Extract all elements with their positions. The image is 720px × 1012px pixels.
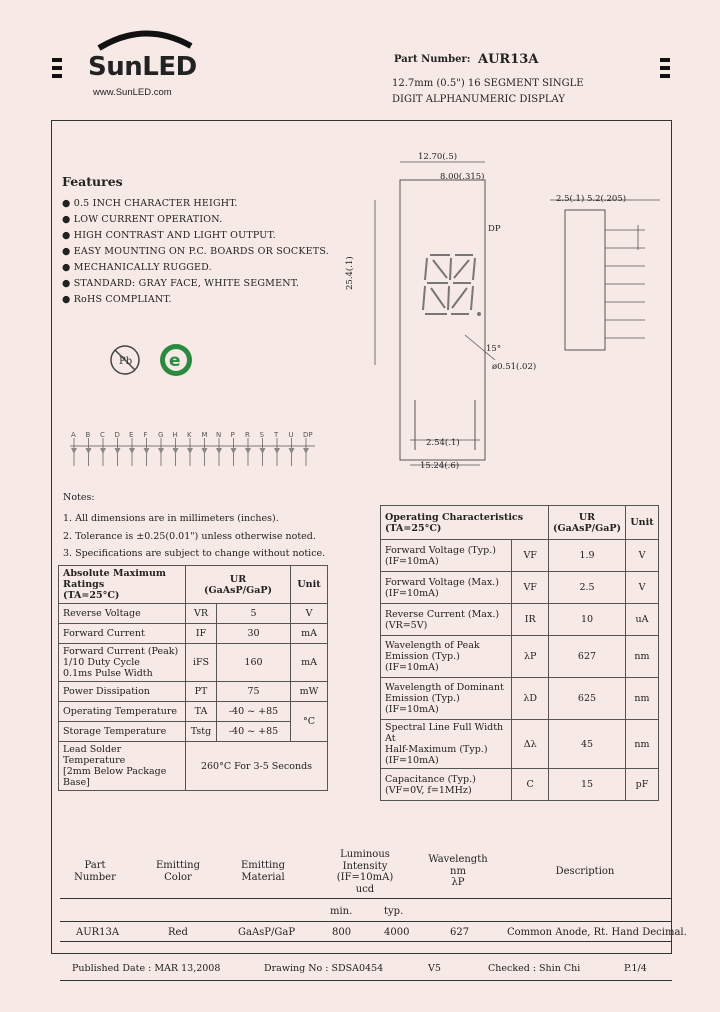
sel-head-wavelength: Wavelength nm λP <box>428 854 488 888</box>
value: 75 <box>217 682 291 702</box>
footer-line <box>60 980 672 981</box>
diode-icon <box>303 448 309 454</box>
margin-mark <box>52 66 62 70</box>
abs-max-row <box>59 624 328 644</box>
param: Forward Voltage (Max.) (IF=10mA) <box>381 572 512 604</box>
divider <box>60 898 672 899</box>
value: 30 <box>217 624 291 644</box>
diode-icon <box>231 448 237 454</box>
unit: V <box>291 604 328 624</box>
pin-label: DP <box>303 431 313 439</box>
value: 260°C For 3-5 Seconds <box>186 742 328 791</box>
op-char-row <box>381 540 659 572</box>
pin-label: U <box>288 431 294 439</box>
logo-arc-icon <box>95 26 195 52</box>
value: 627 <box>548 636 625 678</box>
pin-label: P <box>230 431 235 439</box>
symbol: λP <box>512 636 549 678</box>
pin-label: R <box>245 431 250 439</box>
op-char-row <box>381 604 659 636</box>
sel-color: Red <box>168 927 188 938</box>
sel-wavelength: 627 <box>450 927 470 938</box>
op-char-col-head: UR (GaAsP/GaP) <box>548 506 625 540</box>
abs-max-title: Absolute Maximum Ratings (TA=25°C) <box>59 566 186 604</box>
param: Reverse Voltage <box>59 604 186 624</box>
feature-item: ● HIGH CONTRAST AND LIGHT OUTPUT. <box>62 230 276 241</box>
diode-icon <box>158 448 164 454</box>
svg-text:e: e <box>169 351 181 371</box>
symbol: iFS <box>186 644 217 682</box>
value: 160 <box>217 644 291 682</box>
rohs-icon <box>158 342 194 378</box>
symbol: IF <box>186 624 217 644</box>
sel-head-description: Description <box>555 866 615 877</box>
abs-max-table <box>58 565 328 791</box>
sel-head-typ: typ. <box>384 906 404 917</box>
margin-mark <box>52 74 62 78</box>
part-number-label: Part Number: <box>394 54 471 65</box>
pb-free-icon <box>108 343 142 377</box>
pin-schematic <box>60 428 320 476</box>
feature-item: ● LOW CURRENT OPERATION. <box>62 214 223 225</box>
logo-text: SunLED <box>88 52 197 82</box>
feature-item: ● RoHS COMPLIANT. <box>62 294 172 305</box>
diode-icon <box>173 448 179 454</box>
op-char-row <box>381 720 659 769</box>
unit: nm <box>626 636 659 678</box>
abs-max-row <box>59 644 328 682</box>
side-view-drawing <box>550 190 670 360</box>
sel-part: AUR13A <box>76 927 120 938</box>
pin-label: C <box>100 431 105 439</box>
abs-max-unit-head: Unit <box>291 566 328 604</box>
margin-mark <box>660 58 670 62</box>
diode-icon <box>86 448 92 454</box>
diode-icon <box>144 448 150 454</box>
dim-side: 2.5(.1) 5.2(.205) <box>556 194 627 204</box>
unit: nm <box>626 720 659 769</box>
diode-icon <box>71 448 77 454</box>
dim-pitch: 2.54(.1) <box>426 438 460 448</box>
feature-item: ● MECHANICALLY RUGGED. <box>62 262 212 273</box>
footer-version: V5 <box>428 963 441 974</box>
value: -40 ~ +85 <box>217 702 291 722</box>
sel-material: GaAsP/GaP <box>238 927 296 938</box>
feature-item: ● STANDARD: GRAY FACE, WHITE SEGMENT. <box>62 278 300 289</box>
unit: nm <box>626 678 659 720</box>
sel-head-material: Emitting Material <box>240 860 286 883</box>
pin-label: F <box>143 431 148 439</box>
pin-label: S <box>259 431 264 439</box>
unit: V <box>626 572 659 604</box>
symbol: VF <box>512 572 549 604</box>
feature-item: ● EASY MOUNTING ON P.C. BOARDS OR SOCKETS. <box>62 246 329 257</box>
op-char-row <box>381 678 659 720</box>
abs-max-row <box>59 742 328 791</box>
unit: °C <box>291 702 328 742</box>
unit: V <box>626 540 659 572</box>
features-list <box>62 198 329 305</box>
sel-description: Common Anode, Rt. Hand Decimal. <box>507 927 687 938</box>
value: 45 <box>548 720 625 769</box>
label-dp: DP <box>488 224 501 234</box>
unit: mW <box>291 682 328 702</box>
divider <box>60 921 672 922</box>
abs-max-row <box>59 722 328 742</box>
sel-head-part: Part Number <box>74 860 116 883</box>
param: Wavelength of Dominant Emission (Typ.) (IF=10mA) <box>381 678 512 720</box>
margin-mark <box>52 58 62 62</box>
symbol: IR <box>512 604 549 636</box>
value: 1.9 <box>548 540 625 572</box>
footer-checked: Checked : Shin Chi <box>488 963 581 974</box>
symbol: Tstg <box>186 722 217 742</box>
unit: mA <box>291 624 328 644</box>
param: Forward Current (Peak) 1/10 Duty Cycle 0.1ms Pulse Width <box>59 644 186 682</box>
pin-label: G <box>158 431 164 439</box>
subtitle-line1: 12.7mm (0.5") 16 SEGMENT SINGLE <box>392 78 584 89</box>
value: 10 <box>548 604 625 636</box>
dim-top: 8.00(.315) <box>440 172 485 182</box>
notes-title: Notes: <box>63 492 95 503</box>
website: www.SunLED.com <box>93 87 172 98</box>
pin-label: E <box>129 431 134 439</box>
pin-label: N <box>216 431 222 439</box>
footer-drawing: Drawing No : SDSA0454 <box>264 963 384 974</box>
margin-mark <box>660 74 670 78</box>
param: Operating Temperature <box>59 702 186 722</box>
param: Forward Voltage (Typ.) (IF=10mA) <box>381 540 512 572</box>
unit: mA <box>291 644 328 682</box>
notes-list <box>63 510 325 563</box>
dim-pin-dia: ø0.51(.02) <box>492 362 537 372</box>
footer-published: Published Date : MAR 13,2008 <box>72 963 221 974</box>
dim-pins: 15.24(.6) <box>420 461 460 471</box>
pin-label: K <box>187 431 192 439</box>
sel-typ: 4000 <box>384 927 410 938</box>
margin-mark <box>660 66 670 70</box>
param: Lead Solder Temperature [2mm Below Package Base] <box>59 742 186 791</box>
param: Storage Temperature <box>59 722 186 742</box>
pin-label: H <box>172 431 178 439</box>
feature-item: ● 0.5 INCH CHARACTER HEIGHT. <box>62 198 238 209</box>
op-char-row <box>381 572 659 604</box>
subtitle-line2: DIGIT ALPHANUMERIC DISPLAY <box>392 94 565 105</box>
pin-label: D <box>114 431 120 439</box>
features <box>62 174 329 310</box>
param: Spectral Line Full Width At Half-Maximum (Typ.) (IF=10mA) <box>381 720 512 769</box>
symbol: Δλ <box>512 720 549 769</box>
value: 15 <box>548 769 625 801</box>
diode-icon <box>202 448 208 454</box>
pin-label: M <box>201 431 208 439</box>
diode-icon <box>100 448 106 454</box>
symbol: PT <box>186 682 217 702</box>
op-char-title: Operating Characteristics (TA=25°C) <box>381 506 549 540</box>
sel-head-color: Emitting Color <box>155 860 201 883</box>
symbol: λD <box>512 678 549 720</box>
abs-max-col-head: UR (GaAsP/GaP) <box>186 566 291 604</box>
param: Forward Current <box>59 624 186 644</box>
symbol: VF <box>512 540 549 572</box>
pin-label: B <box>85 431 91 439</box>
op-char-row <box>381 636 659 678</box>
sel-head-min: min. <box>330 906 353 917</box>
diode-icon <box>216 448 222 454</box>
diode-icon <box>274 448 280 454</box>
pin-label: T <box>274 431 279 439</box>
diode-icon <box>260 448 266 454</box>
front-view-drawing <box>355 150 525 480</box>
label-15: 15° <box>486 344 502 354</box>
diode-icon <box>289 448 295 454</box>
diode-icon <box>187 448 193 454</box>
param: Capacitance (Typ.) (VF=0V, f=1MHz) <box>381 769 512 801</box>
footer-page: P.1/4 <box>624 963 647 974</box>
abs-max-row <box>59 604 328 624</box>
features-title: Features <box>62 174 123 189</box>
pin-label: A <box>71 431 76 439</box>
unit: uA <box>626 604 659 636</box>
dim-width: 12.70(.5) <box>418 152 458 162</box>
op-char-row <box>381 769 659 801</box>
op-char-table <box>380 505 659 801</box>
param: Reverse Current (Max.) (VR=5V) <box>381 604 512 636</box>
diode-icon <box>129 448 135 454</box>
param: Wavelength of Peak Emission (Typ.) (IF=10mA) <box>381 636 512 678</box>
diode-icon <box>115 448 121 454</box>
divider <box>60 941 672 942</box>
dim-height: 25.4(.1) <box>345 256 355 290</box>
abs-max-row <box>59 682 328 702</box>
value: 5 <box>217 604 291 624</box>
op-char-unit-head: Unit <box>626 506 659 540</box>
sel-head-luminous: Luminous Intensity (IF=10mA) ucd <box>336 849 394 895</box>
svg-text:Pb: Pb <box>119 356 133 367</box>
param: Power Dissipation <box>59 682 186 702</box>
note-item: 2. Tolerance is ±0.25(0.01") unless otherwise noted. <box>63 530 316 542</box>
diode-icon <box>245 448 251 454</box>
note-item: 1. All dimensions are in millimeters (inches). <box>63 513 279 524</box>
sel-min: 800 <box>332 927 352 938</box>
note-item: 3. Specifications are subject to change without notice. <box>63 548 326 559</box>
abs-max-row <box>59 702 328 722</box>
value: 2.5 <box>548 572 625 604</box>
value: 625 <box>548 678 625 720</box>
part-number: AUR13A <box>478 52 539 67</box>
symbol: C <box>512 769 549 801</box>
symbol: VR <box>186 604 217 624</box>
unit: pF <box>626 769 659 801</box>
symbol: TA <box>186 702 217 722</box>
value: -40 ~ +85 <box>217 722 291 742</box>
